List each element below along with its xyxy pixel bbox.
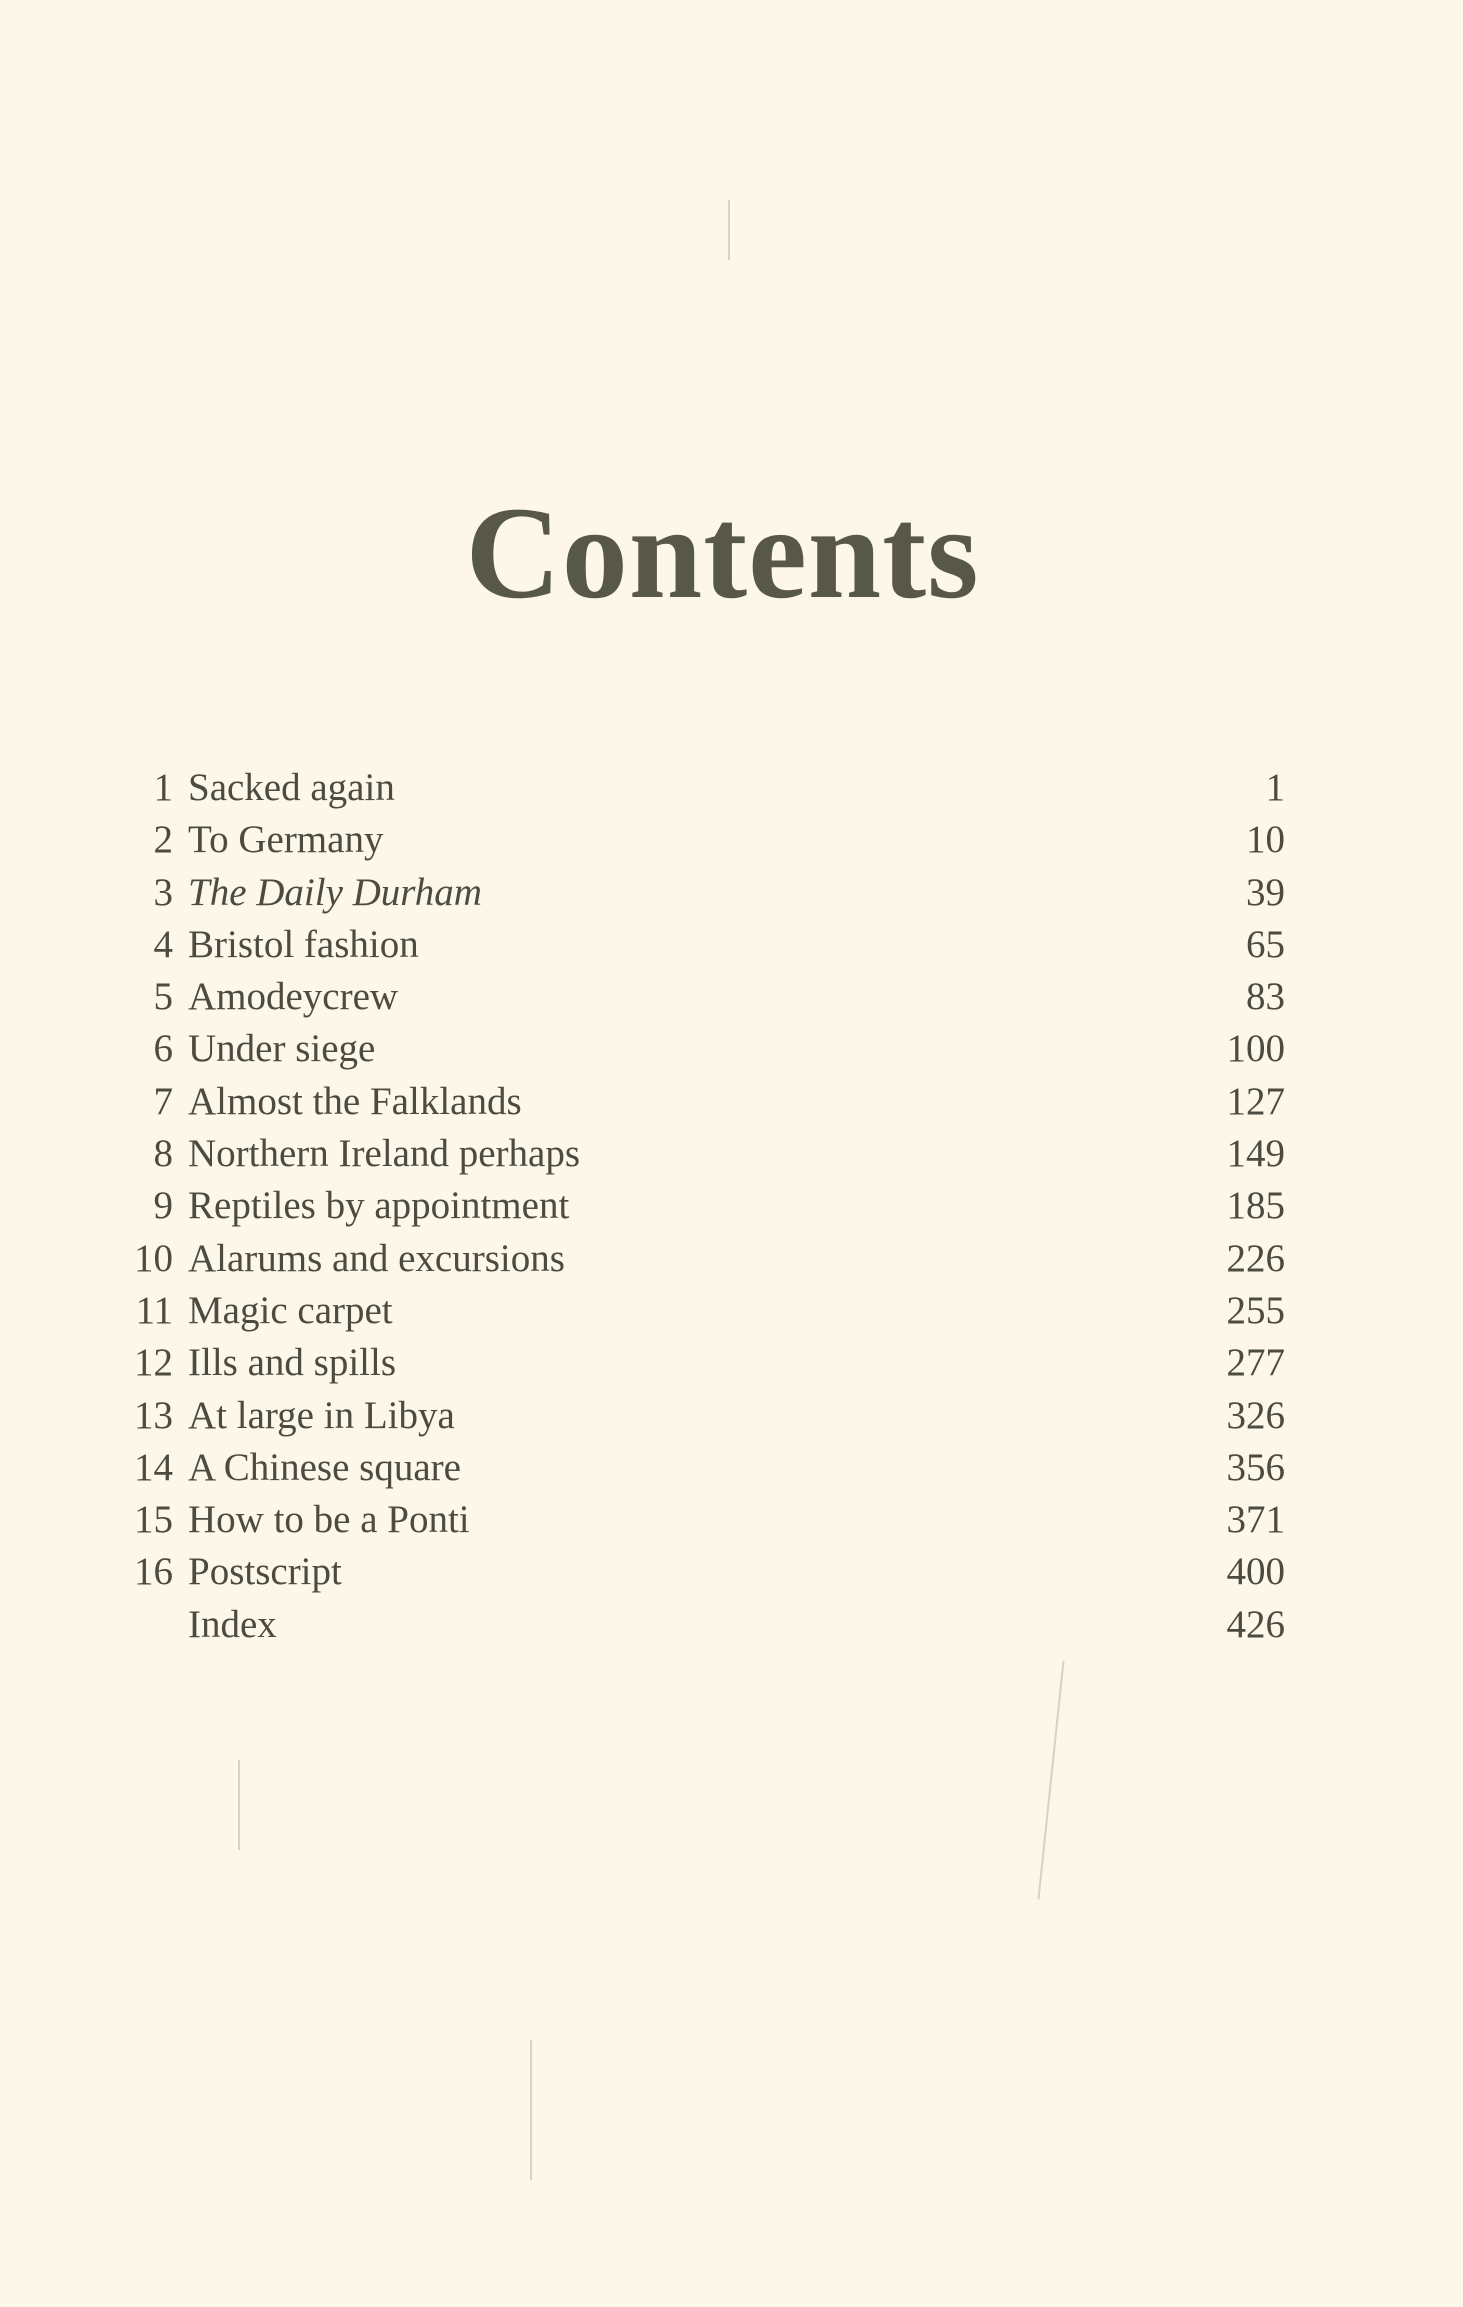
- chapter-title: Bristol fashion: [188, 922, 419, 966]
- toc-entry[interactable]: [0, 919, 1463, 971]
- toc-entry[interactable]: [0, 1599, 1463, 1651]
- chapter-number: 7: [153, 1079, 173, 1123]
- toc-entry[interactable]: [0, 1023, 1463, 1075]
- chapter-title: Almost the Falklands: [188, 1079, 522, 1123]
- page-number: 65: [1246, 922, 1285, 966]
- chapter-number: 12: [134, 1341, 173, 1385]
- chapter-number: 1: [153, 766, 173, 809]
- toc-entry[interactable]: [0, 1128, 1463, 1180]
- chapter-title: Amodeycrew: [188, 975, 399, 1019]
- page-number: 100: [1226, 1027, 1285, 1071]
- toc-entry[interactable]: [0, 1180, 1463, 1232]
- chapter-title: Alarums and excursions: [188, 1236, 565, 1280]
- chapter-number: 14: [134, 1445, 173, 1489]
- toc-entry[interactable]: [0, 814, 1463, 866]
- toc-entry[interactable]: [0, 1233, 1463, 1285]
- page-number: 83: [1246, 975, 1285, 1019]
- page-number: 277: [1226, 1341, 1285, 1385]
- chapter-number: 9: [153, 1184, 173, 1228]
- chapter-number: 4: [153, 922, 173, 966]
- page-number: 371: [1226, 1498, 1285, 1542]
- toc-entry[interactable]: [0, 1390, 1463, 1442]
- toc-entry[interactable]: [0, 1494, 1463, 1546]
- chapter-title: Ills and spills: [188, 1341, 397, 1385]
- chapter-number: 15: [134, 1498, 173, 1542]
- page-number: 39: [1246, 870, 1285, 914]
- table-of-contents: [0, 762, 1463, 1651]
- paper-mark: [530, 2040, 532, 2180]
- chapter-title: Under siege: [188, 1027, 376, 1071]
- toc-entry[interactable]: [0, 971, 1463, 1023]
- toc-entry[interactable]: [0, 1076, 1463, 1128]
- chapter-title: Postscript: [188, 1550, 342, 1594]
- chapter-title: The Daily Durham: [188, 870, 482, 914]
- toc-entry[interactable]: [0, 1337, 1463, 1389]
- page-number: 426: [1226, 1602, 1285, 1646]
- page-title: Contents: [465, 479, 980, 627]
- chapter-number: 6: [153, 1027, 173, 1071]
- chapter-number: 3: [153, 870, 173, 914]
- chapter-title: At large in Libya: [188, 1393, 455, 1437]
- page-number: 326: [1226, 1393, 1285, 1437]
- toc-entry[interactable]: [0, 1546, 1463, 1598]
- page-number: 400: [1226, 1550, 1285, 1594]
- page-number: 1: [1265, 766, 1285, 809]
- chapter-title: Index: [188, 1602, 277, 1646]
- page-number: 149: [1226, 1132, 1285, 1176]
- paper-mark: [1037, 1661, 1064, 1900]
- page-number: 255: [1226, 1288, 1285, 1332]
- page-number: 356: [1226, 1445, 1285, 1489]
- toc-entry[interactable]: [0, 1442, 1463, 1494]
- chapter-title: Northern Ireland perhaps: [188, 1132, 580, 1176]
- page-number: 10: [1246, 818, 1285, 862]
- chapter-number: 8: [153, 1132, 173, 1176]
- chapter-title: Sacked again: [188, 766, 395, 809]
- toc-entry[interactable]: [0, 867, 1463, 919]
- toc-entry[interactable]: [0, 762, 1463, 814]
- chapter-title: How to be a Ponti: [188, 1498, 470, 1542]
- toc-entry[interactable]: [0, 1285, 1463, 1337]
- paper-mark: [728, 200, 730, 260]
- chapter-number: 5: [153, 975, 173, 1019]
- page-number: 127: [1226, 1079, 1285, 1123]
- chapter-title: To Germany: [188, 818, 384, 862]
- chapter-number: 2: [153, 818, 173, 862]
- chapter-title: A Chinese square: [188, 1445, 461, 1489]
- chapter-number: 13: [134, 1393, 173, 1437]
- paper-mark: [238, 1760, 240, 1850]
- page-number: 185: [1226, 1184, 1285, 1228]
- chapter-number: 16: [134, 1550, 173, 1594]
- page-number: 226: [1226, 1236, 1285, 1280]
- chapter-number: 11: [135, 1288, 173, 1332]
- chapter-number: 10: [134, 1236, 173, 1280]
- chapter-title: Magic carpet: [188, 1288, 393, 1332]
- chapter-title: Reptiles by appointment: [188, 1184, 570, 1228]
